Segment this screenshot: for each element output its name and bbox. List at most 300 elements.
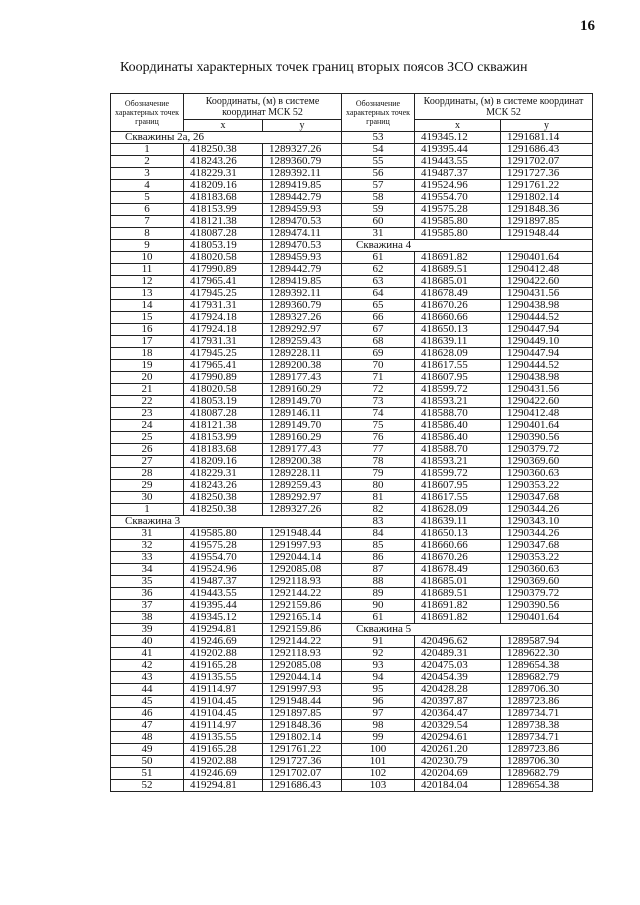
point-id: 68 bbox=[342, 336, 415, 348]
coord-y: 1290431.56 bbox=[501, 384, 593, 396]
coord-y: 1292044.14 bbox=[263, 552, 342, 564]
coord-x: 417965.41 bbox=[184, 360, 263, 372]
point-id: 52 bbox=[111, 780, 184, 792]
point-id: 28 bbox=[111, 468, 184, 480]
table-row bbox=[111, 264, 593, 276]
coord-x: 418689.51 bbox=[415, 588, 501, 600]
coord-y: 1289459.93 bbox=[263, 204, 342, 216]
point-id: 55 bbox=[342, 156, 415, 168]
coord-y: 1291848.36 bbox=[501, 204, 593, 216]
point-id: 101 bbox=[342, 756, 415, 768]
coord-y: 1291686.43 bbox=[501, 144, 593, 156]
coord-x: 419294.81 bbox=[184, 624, 263, 636]
point-id: 25 bbox=[111, 432, 184, 444]
point-id: 98 bbox=[342, 720, 415, 732]
point-id: 58 bbox=[342, 192, 415, 204]
coord-x: 418617.55 bbox=[415, 360, 501, 372]
coord-x: 418628.09 bbox=[415, 348, 501, 360]
coord-x: 418588.70 bbox=[415, 444, 501, 456]
point-id: 26 bbox=[111, 444, 184, 456]
point-id: 22 bbox=[111, 396, 184, 408]
coord-y: 1289177.43 bbox=[263, 372, 342, 384]
point-id: 44 bbox=[111, 684, 184, 696]
coord-x: 418678.49 bbox=[415, 288, 501, 300]
table-row bbox=[111, 732, 593, 744]
table-row bbox=[111, 252, 593, 264]
point-id: 91 bbox=[342, 636, 415, 648]
point-id: 5 bbox=[111, 192, 184, 204]
coord-y: 1290444.52 bbox=[501, 312, 593, 324]
table-row bbox=[111, 684, 593, 696]
point-id: 40 bbox=[111, 636, 184, 648]
point-id: 85 bbox=[342, 540, 415, 552]
coord-y: 1291727.36 bbox=[263, 756, 342, 768]
coord-x: 418593.21 bbox=[415, 396, 501, 408]
coord-x: 417924.18 bbox=[184, 312, 263, 324]
table-row bbox=[111, 372, 593, 384]
coord-x: 419443.55 bbox=[415, 156, 501, 168]
point-id: 76 bbox=[342, 432, 415, 444]
table-row bbox=[111, 432, 593, 444]
table-row bbox=[111, 612, 593, 624]
coord-y: 1291681.14 bbox=[501, 132, 593, 144]
coord-x: 419202.88 bbox=[184, 648, 263, 660]
point-id: 3 bbox=[111, 168, 184, 180]
coord-y: 1291997.93 bbox=[263, 540, 342, 552]
coord-x: 417931.31 bbox=[184, 336, 263, 348]
coord-x: 418209.16 bbox=[184, 180, 263, 192]
point-id: 69 bbox=[342, 348, 415, 360]
coord-x: 418183.68 bbox=[184, 444, 263, 456]
table-row bbox=[111, 708, 593, 720]
table-body bbox=[111, 132, 593, 792]
point-id: 48 bbox=[111, 732, 184, 744]
point-id: 13 bbox=[111, 288, 184, 300]
table-row bbox=[111, 540, 593, 552]
coord-x: 419135.55 bbox=[184, 732, 263, 744]
coord-y: 1289738.38 bbox=[501, 720, 593, 732]
coord-x: 418670.26 bbox=[415, 300, 501, 312]
coord-y: 1290449.10 bbox=[501, 336, 593, 348]
point-id: 78 bbox=[342, 456, 415, 468]
coord-y: 1290343.10 bbox=[501, 516, 593, 528]
table-row bbox=[111, 600, 593, 612]
coord-x: 418243.26 bbox=[184, 480, 263, 492]
coord-y: 1289654.38 bbox=[501, 780, 593, 792]
coord-y: 1289259.43 bbox=[263, 480, 342, 492]
point-id: 66 bbox=[342, 312, 415, 324]
point-id: 96 bbox=[342, 696, 415, 708]
coord-x: 419524.96 bbox=[415, 180, 501, 192]
coord-x: 420230.79 bbox=[415, 756, 501, 768]
coord-y: 1290344.26 bbox=[501, 528, 593, 540]
coord-y: 1292044.14 bbox=[263, 672, 342, 684]
point-id: 100 bbox=[342, 744, 415, 756]
coord-x: 418229.31 bbox=[184, 168, 263, 180]
coord-y: 1291897.85 bbox=[501, 216, 593, 228]
coord-x: 419443.55 bbox=[184, 588, 263, 600]
coord-x: 419246.69 bbox=[184, 636, 263, 648]
coord-y: 1289327.26 bbox=[263, 312, 342, 324]
coord-y: 1289292.97 bbox=[263, 324, 342, 336]
point-id: 47 bbox=[111, 720, 184, 732]
coord-x: 419575.28 bbox=[415, 204, 501, 216]
coord-x: 419554.70 bbox=[184, 552, 263, 564]
point-id: 31 bbox=[111, 528, 184, 540]
coord-x: 418020.58 bbox=[184, 384, 263, 396]
coord-y: 1290353.22 bbox=[501, 552, 593, 564]
coord-x: 420294.61 bbox=[415, 732, 501, 744]
coord-y: 1289419.85 bbox=[263, 180, 342, 192]
y-header-right: y bbox=[501, 120, 593, 132]
table-row bbox=[111, 516, 593, 528]
coord-y: 1290422.60 bbox=[501, 276, 593, 288]
table-row bbox=[111, 780, 593, 792]
coord-x: 417990.89 bbox=[184, 264, 263, 276]
coord-x: 418053.19 bbox=[184, 396, 263, 408]
coord-y: 1290369.60 bbox=[501, 456, 593, 468]
coord-x: 418053.19 bbox=[184, 240, 263, 252]
table-row bbox=[111, 456, 593, 468]
coord-x: 418691.82 bbox=[415, 252, 501, 264]
table-row bbox=[111, 228, 593, 240]
coord-x: 417924.18 bbox=[184, 324, 263, 336]
coord-y: 1291948.44 bbox=[501, 228, 593, 240]
point-id: 59 bbox=[342, 204, 415, 216]
coord-y: 1290347.68 bbox=[501, 492, 593, 504]
coord-y: 1292144.22 bbox=[263, 588, 342, 600]
coord-y: 1291727.36 bbox=[501, 168, 593, 180]
coord-x: 419114.97 bbox=[184, 720, 263, 732]
coord-y: 1289327.26 bbox=[263, 504, 342, 516]
table-row bbox=[111, 288, 593, 300]
coord-x: 418607.95 bbox=[415, 372, 501, 384]
table-row bbox=[111, 144, 593, 156]
coord-x: 419487.37 bbox=[415, 168, 501, 180]
coord-x: 419585.80 bbox=[415, 216, 501, 228]
table-row bbox=[111, 576, 593, 588]
coord-x: 418243.26 bbox=[184, 156, 263, 168]
point-id: 71 bbox=[342, 372, 415, 384]
coord-x: 418639.11 bbox=[415, 516, 501, 528]
point-id: 23 bbox=[111, 408, 184, 420]
point-id: 102 bbox=[342, 768, 415, 780]
coord-y: 1290447.94 bbox=[501, 348, 593, 360]
coord-y: 1289177.43 bbox=[263, 444, 342, 456]
coord-y: 1290412.48 bbox=[501, 408, 593, 420]
point-id: 33 bbox=[111, 552, 184, 564]
point-id: 65 bbox=[342, 300, 415, 312]
section-heading: Скважина 5 bbox=[342, 624, 593, 636]
point-id: 89 bbox=[342, 588, 415, 600]
coord-y: 1289470.53 bbox=[263, 216, 342, 228]
coord-x: 418660.66 bbox=[415, 540, 501, 552]
coord-y: 1292144.22 bbox=[263, 636, 342, 648]
point-id: 37 bbox=[111, 600, 184, 612]
coord-y: 1291761.22 bbox=[501, 180, 593, 192]
point-id: 43 bbox=[111, 672, 184, 684]
coord-y: 1289682.79 bbox=[501, 768, 593, 780]
coord-x: 417931.31 bbox=[184, 300, 263, 312]
table-row bbox=[111, 276, 593, 288]
coord-y: 1289149.70 bbox=[263, 396, 342, 408]
table-row bbox=[111, 648, 593, 660]
coord-x: 420428.28 bbox=[415, 684, 501, 696]
coord-y: 1291948.44 bbox=[263, 528, 342, 540]
coord-x: 417990.89 bbox=[184, 372, 263, 384]
table-row bbox=[111, 588, 593, 600]
point-id: 38 bbox=[111, 612, 184, 624]
point-id: 31 bbox=[342, 228, 415, 240]
coord-x: 419104.45 bbox=[184, 708, 263, 720]
coord-x: 418121.38 bbox=[184, 420, 263, 432]
point-id: 63 bbox=[342, 276, 415, 288]
coord-y: 1289723.86 bbox=[501, 744, 593, 756]
point-id: 7 bbox=[111, 216, 184, 228]
coords-column-header-right: Координаты, (м) в системе координат МСК 52 bbox=[415, 94, 593, 120]
point-id: 9 bbox=[111, 240, 184, 252]
point-id: 74 bbox=[342, 408, 415, 420]
table-row bbox=[111, 564, 593, 576]
point-id: 4 bbox=[111, 180, 184, 192]
point-id: 64 bbox=[342, 288, 415, 300]
point-id: 84 bbox=[342, 528, 415, 540]
coord-y: 1292159.86 bbox=[263, 624, 342, 636]
coord-x: 420454.39 bbox=[415, 672, 501, 684]
point-id: 57 bbox=[342, 180, 415, 192]
coord-x: 420475.03 bbox=[415, 660, 501, 672]
point-id: 80 bbox=[342, 480, 415, 492]
point-id: 70 bbox=[342, 360, 415, 372]
coord-x: 418250.38 bbox=[184, 144, 263, 156]
point-id: 1 bbox=[111, 504, 184, 516]
point-id: 51 bbox=[111, 768, 184, 780]
coord-x: 419345.12 bbox=[415, 132, 501, 144]
table-row bbox=[111, 192, 593, 204]
coord-y: 1289706.30 bbox=[501, 756, 593, 768]
point-id: 2 bbox=[111, 156, 184, 168]
coord-x: 418586.40 bbox=[415, 420, 501, 432]
point-id: 83 bbox=[342, 516, 415, 528]
point-id: 17 bbox=[111, 336, 184, 348]
coord-y: 1289474.11 bbox=[263, 228, 342, 240]
point-id: 61 bbox=[342, 252, 415, 264]
coord-x: 418209.16 bbox=[184, 456, 263, 468]
table-row bbox=[111, 168, 593, 180]
coords-column-header-left: Координаты, (м) в системе координат МСК 52 bbox=[184, 94, 342, 120]
coord-y: 1292159.86 bbox=[263, 600, 342, 612]
coord-y: 1289160.29 bbox=[263, 432, 342, 444]
coord-y: 1289200.38 bbox=[263, 456, 342, 468]
table-row bbox=[111, 408, 593, 420]
coord-y: 1291897.85 bbox=[263, 708, 342, 720]
coord-x: 420397.87 bbox=[415, 696, 501, 708]
point-id: 10 bbox=[111, 252, 184, 264]
point-id: 99 bbox=[342, 732, 415, 744]
point-id: 24 bbox=[111, 420, 184, 432]
coord-y: 1289200.38 bbox=[263, 360, 342, 372]
coord-x: 418691.82 bbox=[415, 600, 501, 612]
point-id: 60 bbox=[342, 216, 415, 228]
coord-y: 1290401.64 bbox=[501, 420, 593, 432]
point-column-header-right: Обозначение характерных точек границ bbox=[342, 94, 415, 132]
coord-y: 1291997.93 bbox=[263, 684, 342, 696]
coord-y: 1289442.79 bbox=[263, 192, 342, 204]
table-row bbox=[111, 360, 593, 372]
coord-y: 1290447.94 bbox=[501, 324, 593, 336]
table-row bbox=[111, 492, 593, 504]
section-heading: Скважины 2а, 26 bbox=[111, 132, 342, 144]
coord-x: 419345.12 bbox=[184, 612, 263, 624]
coord-y: 1289327.26 bbox=[263, 144, 342, 156]
coord-x: 418593.21 bbox=[415, 456, 501, 468]
coord-y: 1289654.38 bbox=[501, 660, 593, 672]
point-id: 62 bbox=[342, 264, 415, 276]
table-row bbox=[111, 420, 593, 432]
coord-y: 1290369.60 bbox=[501, 576, 593, 588]
coord-x: 419246.69 bbox=[184, 768, 263, 780]
coord-y: 1289160.29 bbox=[263, 384, 342, 396]
coord-y: 1290444.52 bbox=[501, 360, 593, 372]
coord-y: 1290422.60 bbox=[501, 396, 593, 408]
point-id: 27 bbox=[111, 456, 184, 468]
table-row bbox=[111, 756, 593, 768]
coordinates-table bbox=[110, 93, 593, 792]
coord-y: 1289228.11 bbox=[263, 348, 342, 360]
coord-x: 420261.20 bbox=[415, 744, 501, 756]
table-row bbox=[111, 384, 593, 396]
coord-y: 1289622.30 bbox=[501, 648, 593, 660]
point-id: 97 bbox=[342, 708, 415, 720]
coord-y: 1290431.56 bbox=[501, 288, 593, 300]
coord-y: 1291686.43 bbox=[263, 780, 342, 792]
point-id: 42 bbox=[111, 660, 184, 672]
table-row bbox=[111, 504, 593, 516]
point-id: 14 bbox=[111, 300, 184, 312]
coord-y: 1291702.07 bbox=[263, 768, 342, 780]
table-row bbox=[111, 768, 593, 780]
coord-x: 419575.28 bbox=[184, 540, 263, 552]
x-header-right: x bbox=[415, 120, 501, 132]
point-id: 18 bbox=[111, 348, 184, 360]
coord-x: 418685.01 bbox=[415, 576, 501, 588]
point-id: 90 bbox=[342, 600, 415, 612]
coord-y: 1290344.26 bbox=[501, 504, 593, 516]
table-row bbox=[111, 312, 593, 324]
coord-y: 1292118.93 bbox=[263, 576, 342, 588]
coord-x: 419395.44 bbox=[184, 600, 263, 612]
table-row bbox=[111, 336, 593, 348]
coord-y: 1289682.79 bbox=[501, 672, 593, 684]
coord-y: 1290379.72 bbox=[501, 588, 593, 600]
coord-x: 418678.49 bbox=[415, 564, 501, 576]
coord-x: 418153.99 bbox=[184, 204, 263, 216]
point-id: 29 bbox=[111, 480, 184, 492]
point-id: 39 bbox=[111, 624, 184, 636]
coord-y: 1290353.22 bbox=[501, 480, 593, 492]
coord-x: 419585.80 bbox=[184, 528, 263, 540]
point-id: 21 bbox=[111, 384, 184, 396]
point-id: 67 bbox=[342, 324, 415, 336]
coord-y: 1290347.68 bbox=[501, 540, 593, 552]
coord-x: 419395.44 bbox=[415, 144, 501, 156]
coord-x: 418650.13 bbox=[415, 324, 501, 336]
coord-x: 417945.25 bbox=[184, 288, 263, 300]
coord-x: 420364.47 bbox=[415, 708, 501, 720]
coord-y: 1292118.93 bbox=[263, 648, 342, 660]
table-row bbox=[111, 300, 593, 312]
table-row bbox=[111, 696, 593, 708]
point-id: 6 bbox=[111, 204, 184, 216]
coord-y: 1289259.43 bbox=[263, 336, 342, 348]
point-id: 15 bbox=[111, 312, 184, 324]
document-title: Координаты характерных точек границ вторых поясов ЗСО скважин bbox=[120, 60, 528, 75]
table-row bbox=[111, 744, 593, 756]
coord-y: 1290379.72 bbox=[501, 444, 593, 456]
coord-x: 418599.72 bbox=[415, 384, 501, 396]
point-id: 86 bbox=[342, 552, 415, 564]
point-id: 35 bbox=[111, 576, 184, 588]
coord-x: 419114.97 bbox=[184, 684, 263, 696]
table-row bbox=[111, 156, 593, 168]
table-row bbox=[111, 204, 593, 216]
point-id: 61 bbox=[342, 612, 415, 624]
point-id: 79 bbox=[342, 468, 415, 480]
point-id: 93 bbox=[342, 660, 415, 672]
point-id: 34 bbox=[111, 564, 184, 576]
coord-y: 1292085.08 bbox=[263, 660, 342, 672]
table-row bbox=[111, 444, 593, 456]
coord-y: 1290360.63 bbox=[501, 468, 593, 480]
coord-x: 418087.28 bbox=[184, 408, 263, 420]
coord-x: 419487.37 bbox=[184, 576, 263, 588]
point-id: 36 bbox=[111, 588, 184, 600]
coord-x: 418588.70 bbox=[415, 408, 501, 420]
coord-x: 418639.11 bbox=[415, 336, 501, 348]
coord-x: 418183.68 bbox=[184, 192, 263, 204]
table-row bbox=[111, 132, 593, 144]
point-id: 77 bbox=[342, 444, 415, 456]
coord-y: 1289587.94 bbox=[501, 636, 593, 648]
coord-x: 419165.28 bbox=[184, 660, 263, 672]
coord-x: 418691.82 bbox=[415, 612, 501, 624]
point-id: 32 bbox=[111, 540, 184, 552]
coord-x: 418250.38 bbox=[184, 492, 263, 504]
point-id: 92 bbox=[342, 648, 415, 660]
coord-x: 418617.55 bbox=[415, 492, 501, 504]
point-id: 73 bbox=[342, 396, 415, 408]
coord-x: 418153.99 bbox=[184, 432, 263, 444]
coord-x: 418660.66 bbox=[415, 312, 501, 324]
point-id: 103 bbox=[342, 780, 415, 792]
point-id: 72 bbox=[342, 384, 415, 396]
coord-y: 1291802.14 bbox=[501, 192, 593, 204]
coord-y: 1289360.79 bbox=[263, 156, 342, 168]
point-id: 53 bbox=[342, 132, 415, 144]
y-header-left: y bbox=[263, 120, 342, 132]
coord-x: 418628.09 bbox=[415, 504, 501, 516]
coord-x: 420204.69 bbox=[415, 768, 501, 780]
coord-y: 1290390.56 bbox=[501, 432, 593, 444]
coord-x: 418229.31 bbox=[184, 468, 263, 480]
coord-y: 1289470.53 bbox=[263, 240, 342, 252]
coord-y: 1289228.11 bbox=[263, 468, 342, 480]
coord-x: 420184.04 bbox=[415, 780, 501, 792]
coord-y: 1291802.14 bbox=[263, 732, 342, 744]
coord-y: 1290390.56 bbox=[501, 600, 593, 612]
coord-x: 417965.41 bbox=[184, 276, 263, 288]
table-row bbox=[111, 624, 593, 636]
